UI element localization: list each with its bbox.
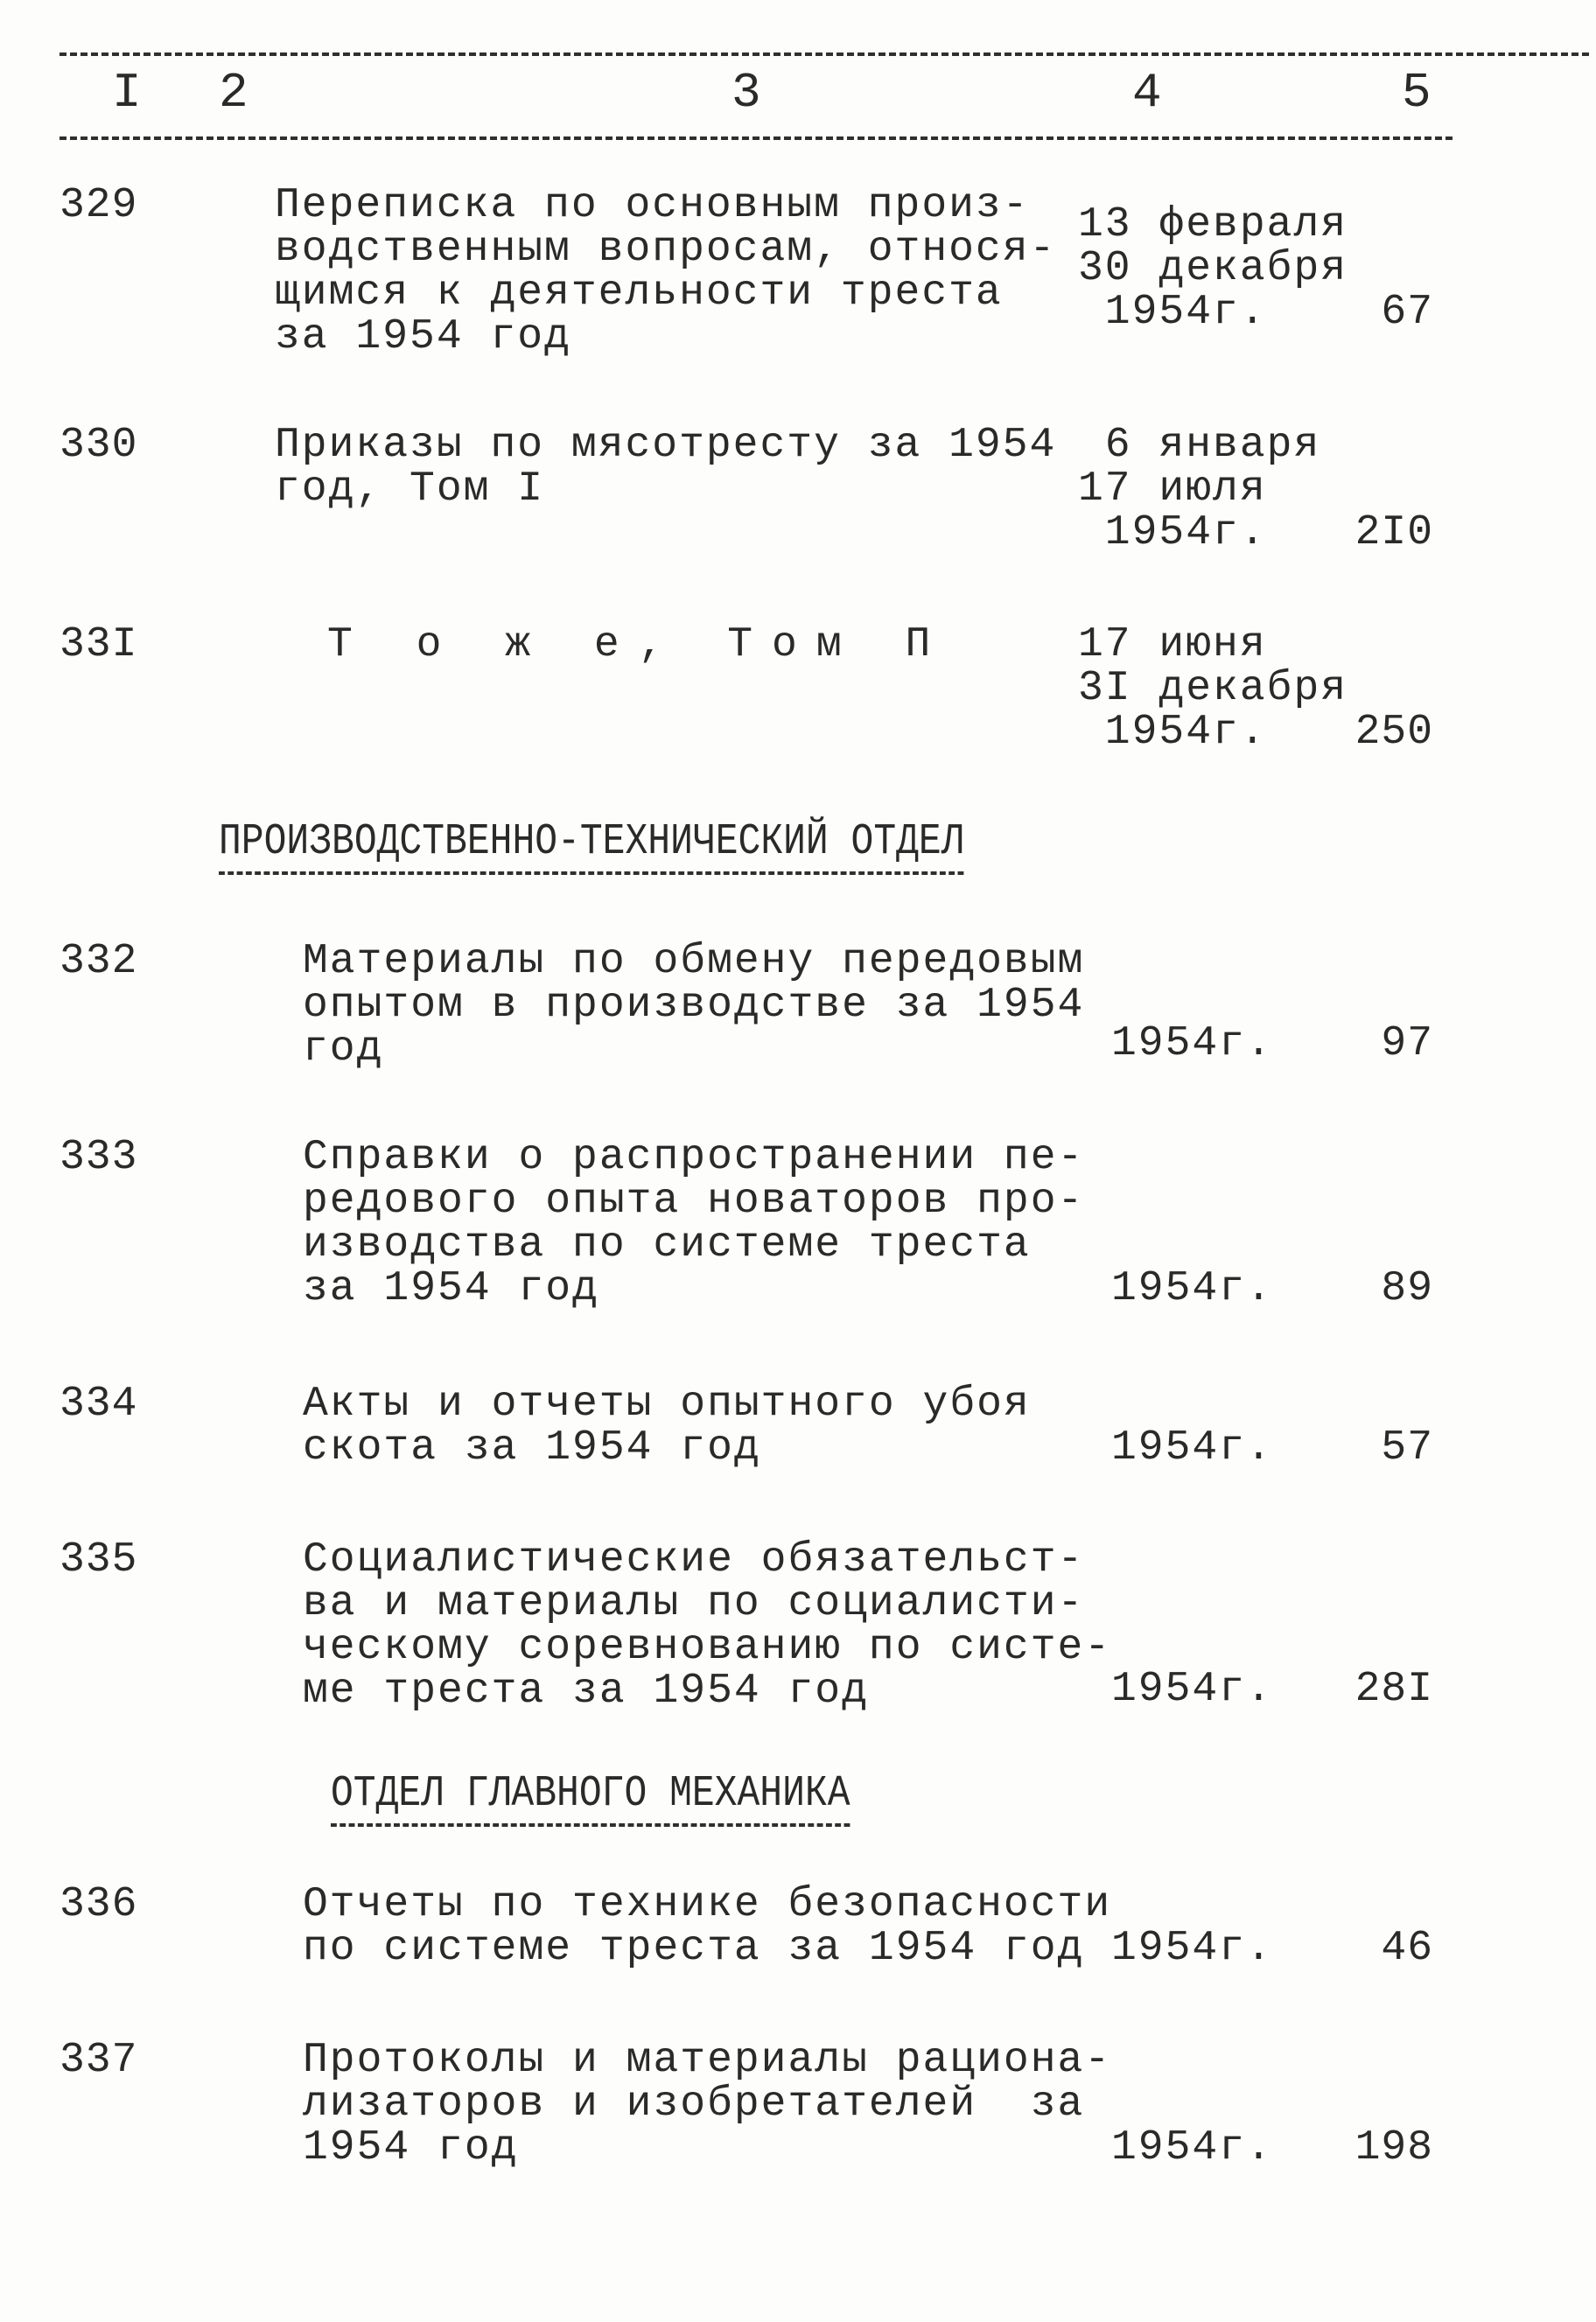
- entry-number: 329: [60, 182, 138, 229]
- entry-dates: 6 января 17 июля 1954г.: [1078, 422, 1321, 556]
- entry-description: Материалы по обмену передовым опытом в производстве за 1954 год: [303, 938, 1085, 1073]
- entry-number: 337: [60, 2037, 138, 2084]
- header-top-rule: [60, 52, 1589, 56]
- entry-sheet-count: 28I: [1354, 1666, 1433, 1713]
- entry-sheet-count: 57: [1381, 1424, 1433, 1472]
- entry-description: Протоколы и материалы рациона- лизаторов и изобретателей за 1954 год: [303, 2037, 1112, 2172]
- entry-description: Отчеты по технике безопасности по системе треста за 1954 год: [303, 1881, 1112, 1972]
- entry-number: 33I: [60, 621, 138, 668]
- header-col-5: 5: [1402, 65, 1432, 121]
- entry-number: 336: [60, 1881, 138, 1928]
- entry-dates: 1954г.: [1111, 1424, 1273, 1472]
- entry-dates: 17 июня 3I декабря 1954г.: [1078, 621, 1348, 756]
- entry-number: 330: [60, 422, 138, 469]
- header-col-2: 2: [219, 65, 248, 121]
- entry-sheet-count: 67: [1381, 289, 1433, 336]
- entry-dates: 1954г.: [1111, 1666, 1273, 1713]
- header-col-3: 3: [732, 65, 761, 121]
- section-heading-production-technical: ПРОИЗВОДСТВЕННО-ТЕХНИЧЕСКИЙ ОТДЕЛ: [219, 817, 964, 875]
- entry-sheet-count: 198: [1354, 2124, 1433, 2172]
- entry-number: 334: [60, 1381, 138, 1428]
- entry-description: Т о ж е, Том П: [327, 621, 950, 668]
- entry-dates: 1954г.: [1111, 1020, 1273, 1067]
- entry-description: Переписка по основным произ- водственным вопросам, относя- щимся к деятельности треста за 1954 год: [275, 182, 1057, 360]
- entry-sheet-count: 2I0: [1354, 509, 1433, 556]
- entry-dates: 1954г.: [1111, 2124, 1273, 2172]
- header-col-4: 4: [1132, 65, 1162, 121]
- entry-sheet-count: 46: [1381, 1925, 1433, 1972]
- section-heading-chief-mechanic: ОТДЕЛ ГЛАВНОГО МЕХАНИКА: [331, 1769, 850, 1827]
- entry-description: Акты и отчеты опытного убоя скота за 1954 год: [303, 1381, 1031, 1472]
- entry-dates: 1954г.: [1111, 1925, 1273, 1972]
- entry-dates: 1954г.: [1111, 1265, 1273, 1312]
- entry-description: Приказы по мясотресту за 1954 год, Том I: [275, 422, 1057, 513]
- entry-number: 335: [60, 1536, 138, 1584]
- entry-sheet-count: 97: [1381, 1020, 1433, 1067]
- entry-number: 332: [60, 938, 138, 985]
- entry-description: Справки о распространении пе- редового опыта новаторов про- изводства по системе треста за 1954 год: [303, 1134, 1085, 1312]
- entry-dates: 13 февраля 30 декабря 1954г.: [1078, 201, 1348, 336]
- entry-number: 333: [60, 1134, 138, 1181]
- entry-description: Социалистические обязательст- ва и материалы по социалисти- ческому соревнованию по систе- ме треста за 1954 год: [303, 1536, 1112, 1715]
- header-bottom-rule: [60, 136, 1452, 140]
- entry-sheet-count: 250: [1354, 709, 1433, 756]
- header-col-1: I: [112, 65, 142, 121]
- entry-sheet-count: 89: [1381, 1265, 1433, 1312]
